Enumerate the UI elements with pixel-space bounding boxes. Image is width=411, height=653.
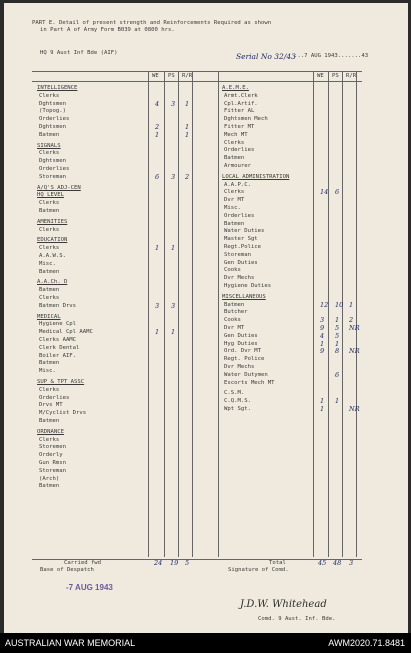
total-rr: 3 — [349, 559, 354, 567]
right-row-ps: 10 — [335, 300, 344, 309]
right-row-ps: 6 — [335, 370, 340, 379]
left-row-label: A.A.W.S. — [39, 253, 66, 259]
right-row-ps: 5 — [335, 324, 340, 332]
left-row-ps: 1 — [171, 328, 176, 337]
right-row-label: Armt.Clerk — [224, 92, 258, 99]
right-row-label: Mech MT — [224, 131, 248, 138]
left-row-label: Clerks — [39, 150, 60, 157]
left-section-subtitle: HQ LEVEL — [37, 192, 64, 199]
right-row-label: Dvr Mechs — [224, 275, 255, 282]
right-col-ps: PS — [332, 73, 339, 79]
right-section-title: LOCAL ADMINISTRATION — [222, 173, 290, 180]
signature-printed: Comd. 9 Aust. Inf. Bde. — [258, 616, 336, 622]
left-row-label: Batmen — [39, 418, 60, 424]
right-row-label: Orderlies — [224, 147, 255, 154]
table-column-rule — [192, 71, 193, 557]
table-column-rule — [218, 71, 219, 557]
right-row-label: Clerks — [224, 139, 245, 146]
table-column-rule — [342, 71, 343, 557]
left-row-label: Clerks AAMC — [39, 337, 77, 343]
left-row-rr: 1 — [185, 99, 190, 108]
right-row-rr: NR — [349, 347, 360, 356]
left-row-label: Orderlies — [39, 116, 70, 123]
carried-ps: 19 — [170, 559, 179, 567]
right-row-label: C.Q.M.S. — [224, 398, 251, 405]
right-row-label: Wpt Sgt. — [224, 406, 251, 412]
left-row-label: Medical Cpl AAMC — [39, 329, 93, 336]
left-section-title: ORDNANCE — [37, 428, 64, 435]
right-row-ps: 8 — [335, 347, 340, 356]
left-row-label: Misc. — [39, 368, 56, 375]
left-row-we: 1 — [155, 244, 160, 253]
left-row-label: Gun Rmsn — [39, 460, 66, 466]
left-row-label: Batmen — [39, 131, 60, 138]
archive-footer — [0, 633, 411, 653]
right-row-label: Dvr MT — [224, 197, 245, 204]
left-row-label: Misc. — [39, 260, 56, 267]
right-row-label: Fitter MT — [224, 124, 255, 130]
document-sheet — [4, 3, 408, 633]
total-ps: 48 — [333, 559, 342, 567]
right-row-rr: 2 — [349, 316, 354, 325]
left-row-label: (Topog.) — [39, 108, 66, 115]
right-row-label: Water Dutymen — [224, 371, 268, 378]
left-row-label: Batmen Drvs — [39, 302, 77, 309]
right-row-ps: 1 — [335, 397, 340, 406]
signature-label: Signature of Comd. — [228, 567, 289, 573]
left-row-label: Dghtsmen — [39, 124, 66, 130]
header-line-2: in Part A of Army Form B039 at 0800 hrs. — [40, 27, 175, 33]
right-row-we: 14 — [320, 188, 329, 197]
right-row-label: Armourer — [224, 163, 251, 169]
right-row-label: Batmen — [224, 155, 245, 162]
left-row-label: Storemen — [39, 444, 66, 451]
right-row-label: Orderlies — [224, 212, 255, 219]
left-row-label: Hygiene Cpl — [39, 321, 77, 328]
right-row-we: 3 — [320, 316, 325, 325]
left-row-label: Batmen — [39, 483, 60, 490]
carried-we: 24 — [154, 559, 163, 567]
right-row-rr: NR — [349, 405, 360, 413]
left-row-label: Batmen — [39, 208, 60, 214]
left-row-label: Clerks — [39, 92, 60, 99]
handwritten-serial: Serial No 32/43 — [236, 52, 296, 61]
left-row-label: Orderlies — [39, 394, 70, 401]
left-row-label: Storeman — [39, 173, 66, 180]
left-row-label: Batmen — [39, 268, 60, 275]
table-column-rule — [164, 71, 165, 557]
base-of-despatch-label: Base of Despatch — [40, 567, 94, 573]
right-row-label: Cooks — [224, 317, 241, 324]
left-row-we: 4 — [155, 99, 160, 108]
right-row-label: Clerks — [224, 189, 245, 196]
footer-accession: AWM2020.71.8481 — [328, 638, 405, 648]
right-col-we: WE — [317, 73, 324, 79]
footer-institution: AUSTRALIAN WAR MEMORIAL — [5, 638, 136, 648]
table-column-rule — [178, 71, 179, 557]
right-row-label: Cooks — [224, 267, 241, 274]
right-row-label: Master Sgt — [224, 236, 258, 243]
table-column-rule — [148, 71, 149, 557]
right-row-ps: 1 — [335, 339, 340, 348]
right-row-label: Ord. Dvr MT — [224, 348, 262, 355]
left-row-we: 2 — [155, 123, 160, 131]
left-row-ps: 3 — [171, 301, 176, 310]
left-row-we: 3 — [155, 301, 160, 310]
table-column-rule — [328, 71, 329, 557]
typed-date: ...7 AUG 1943.......43 — [294, 53, 369, 59]
left-row-label: Dghtsmen — [39, 100, 66, 107]
left-row-we: 6 — [155, 172, 160, 181]
carried-rr: 5 — [185, 559, 190, 567]
right-row-we: 4 — [320, 331, 325, 340]
left-row-we: 1 — [155, 130, 160, 139]
date-stamp: -7 AUG 1943 — [66, 583, 113, 592]
left-row-we: 1 — [155, 328, 160, 337]
left-row-rr: 2 — [185, 172, 190, 181]
left-row-ps: 3 — [171, 172, 176, 181]
right-section-title: MISCELLANEOUS — [222, 293, 266, 300]
left-section-title: A/Q'S ADJ-CEN — [37, 184, 81, 191]
signature-handwriting: J.D.W. Whitehead — [240, 599, 327, 610]
right-row-label: Misc. — [224, 205, 241, 211]
left-row-label: Storeman — [39, 467, 66, 474]
right-row-label: Dvr Mechs — [224, 364, 255, 370]
left-row-rr: 1 — [185, 130, 190, 139]
right-row-label: Hygiene Duties — [224, 283, 272, 289]
right-row-label: Batmen — [224, 220, 245, 227]
left-row-label: Clerks — [39, 436, 60, 443]
total-label: Total — [269, 560, 286, 566]
right-row-label: Water Duties — [224, 228, 265, 235]
left-row-label: Drvs MT — [39, 402, 63, 409]
left-row-ps: 1 — [171, 244, 176, 253]
right-row-label: C.S.M. — [224, 390, 245, 397]
left-row-label: M/Cyclist Drvs — [39, 410, 87, 417]
right-row-label: Fitter AL — [224, 108, 255, 115]
right-row-we: 12 — [320, 300, 329, 309]
table-column-rule — [356, 71, 357, 557]
right-row-label: A.A.P.C. — [224, 181, 251, 188]
right-col-rr: R/R — [346, 73, 357, 79]
left-row-label: Dghtsmen — [39, 158, 66, 165]
left-section-title: AMENITIES — [37, 218, 68, 225]
header-line-1: PART E. Detail of present strength and Reinforcements Required as shown — [32, 20, 272, 26]
right-row-label: Gen Duties — [224, 332, 258, 339]
left-row-label: Clerks — [39, 200, 60, 207]
right-row-label: Cpl.Artif. — [224, 100, 258, 107]
right-row-label: Regt.Police — [224, 244, 262, 250]
left-row-label: Clerks — [39, 295, 60, 301]
right-row-label: Storeman — [224, 251, 251, 258]
left-row-label: Batmen — [39, 287, 60, 294]
left-row-label: Clerks — [39, 226, 60, 233]
left-row-label: Clerks — [39, 386, 60, 393]
left-section-title: SIGNALS — [37, 142, 61, 149]
right-row-rr: 1 — [349, 300, 354, 309]
right-row-label: Hyg Duties — [224, 340, 258, 347]
right-row-we: 9 — [320, 347, 325, 356]
total-we: 45 — [318, 559, 327, 567]
right-row-we: 9 — [320, 324, 325, 332]
right-row-label: Regt. Police — [224, 356, 265, 363]
left-section-title: A.A.Ch. D — [37, 279, 68, 286]
left-section-title: EDUCATION — [37, 237, 68, 244]
left-section-title: INTELLIGENCE — [37, 85, 78, 91]
left-row-rr: 1 — [185, 123, 190, 131]
table-column-rule — [313, 71, 314, 557]
right-row-label: Dghtsmen Mech — [224, 116, 268, 123]
left-col-ps: PS — [168, 73, 175, 79]
left-row-label: Boiler AIF. — [39, 352, 77, 359]
carried-forward-label: Carried fwd — [64, 560, 102, 566]
right-row-we: 1 — [320, 397, 325, 406]
right-row-we: 1 — [320, 339, 325, 348]
left-row-ps: 3 — [171, 99, 176, 108]
right-section-title: A.E.M.E. — [222, 85, 249, 91]
right-row-rr: NR — [349, 324, 360, 332]
right-row-ps: 1 — [335, 316, 340, 325]
right-row-label: Gen Duties — [224, 259, 258, 266]
right-row-label: Batmen — [224, 301, 245, 308]
right-row-label: Dvr MT — [224, 325, 245, 331]
left-row-label: Orderlies — [39, 166, 70, 172]
left-row-label: Clerk Dental — [39, 344, 80, 351]
left-section-title: MEDICAL — [37, 313, 61, 320]
right-row-label: Escorts Mech MT — [224, 379, 275, 386]
left-col-rr: R/R — [182, 73, 193, 79]
right-row-ps: 5 — [335, 331, 340, 340]
left-row-label: Clerks — [39, 245, 60, 252]
right-row-label: Butcher — [224, 309, 248, 316]
right-row-ps: 6 — [335, 188, 340, 197]
left-row-label: (Arch) — [39, 475, 60, 482]
left-row-label: Batmen — [39, 360, 60, 367]
unit-name: HQ 9 Aust Inf Bde (AIF) — [40, 50, 118, 56]
left-row-label: Orderly — [39, 452, 63, 459]
left-col-we: WE — [152, 73, 159, 79]
right-row-we: 1 — [320, 405, 325, 413]
left-section-title: SUP & TPT ASSC — [37, 379, 85, 385]
